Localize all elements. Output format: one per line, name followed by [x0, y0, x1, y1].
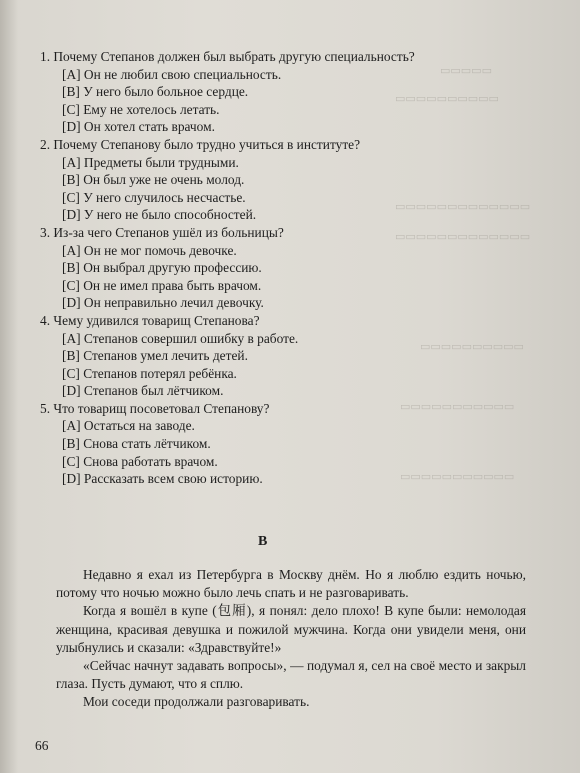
reading-passage	[56, 566, 526, 712]
question-item	[40, 312, 460, 400]
question-text: 5. Что товарищ посоветовал Степанову?	[40, 400, 270, 416]
answer-option: [A] Он не любил свою специальность.	[62, 66, 282, 82]
answer-option: [A] Предметы были трудными.	[62, 154, 239, 170]
page-number: 66	[35, 738, 49, 753]
question-text: 2. Почему Степанову было трудно учиться в институте?	[40, 136, 361, 152]
answer-option: [A] Он не мог помочь девочке.	[62, 242, 237, 258]
passage-paragraph: Мои соседи продолжали разговаривать.	[83, 694, 310, 710]
question-text: 4. Чему удивился товарищ Степанова?	[40, 312, 260, 328]
answer-option: [D] Он неправильно лечил девочку.	[62, 295, 264, 311]
page-spine-shadow	[0, 0, 18, 773]
passage-paragraph: «Сейчас начнут задавать вопросы», — подумал я, сел на своё место и закрыл глаза. Пусть думают, что я сплю.	[56, 658, 526, 692]
answer-option: [C] У него случилось несчастье.	[62, 189, 246, 205]
answer-option: [D] У него не было способностей.	[62, 207, 257, 223]
answer-option: [A] Степанов совершил ошибку в работе.	[62, 330, 299, 346]
show-through-text: ▭▭▭▭▭▭▭▭▭▭▭	[400, 401, 515, 413]
answer-option: [D] Рассказать всем свою историю.	[62, 471, 263, 487]
section-heading: B	[258, 534, 268, 549]
answer-option: [C] Ему не хотелось летать.	[62, 101, 220, 117]
show-through-text: ▭▭▭▭▭▭▭▭▭▭	[395, 93, 499, 105]
answer-option: [B] Снова стать лётчиком.	[62, 436, 211, 452]
show-through-text: ▭▭▭▭▭▭▭▭▭▭▭	[400, 471, 515, 483]
question-item	[40, 224, 460, 312]
answer-option: [B] Степанов умел лечить детей.	[62, 348, 248, 364]
answer-option: [B] Он выбрал другую профессию.	[62, 260, 262, 276]
question-item	[40, 136, 460, 224]
answer-option: [C] Он не имел права быть врачом.	[62, 277, 262, 293]
question-text: 3. Из-за чего Степанов ушёл из больницы?	[40, 224, 284, 240]
answer-option: [C] Снова работать врачом.	[62, 453, 218, 469]
answer-option: [D] Он хотел стать врачом.	[62, 119, 215, 135]
question-text: 1. Почему Степанов должен был выбрать другую специальность?	[40, 49, 415, 64]
answer-option: [B] У него было больное сердце.	[62, 84, 249, 100]
question-item	[40, 400, 460, 488]
passage-paragraph: Когда я вошёл в купе (包厢), я понял: дело плохо! В купе были: немолодая женщина, красивая девушка и пожилой мужчина. Когда они увидели меня, они улыбнулись и сказали: «Здравствуйте!»	[56, 603, 526, 655]
show-through-text: ▭▭▭▭▭▭▭▭▭▭	[420, 341, 524, 353]
question-list	[40, 48, 460, 488]
show-through-text: ▭▭▭▭▭▭▭▭▭▭▭▭▭	[395, 231, 531, 243]
show-through-text: ▭▭▭▭▭	[440, 65, 492, 77]
passage-paragraph: Недавно я ехал из Петербурга в Москву днём. Но я люблю ездить ночью, потому что ночью можно было лечь спать и не разговаривать.	[56, 567, 526, 601]
answer-option: [A] Остаться на заводе.	[62, 418, 195, 434]
answer-option: [B] Он был уже не очень молод.	[62, 172, 245, 188]
question-item	[40, 48, 460, 136]
show-through-text: ▭▭▭▭▭▭▭▭▭▭▭▭▭	[395, 201, 531, 213]
answer-option: [C] Степанов потерял ребёнка.	[62, 365, 237, 381]
answer-option: [D] Степанов был лётчиком.	[62, 383, 224, 399]
